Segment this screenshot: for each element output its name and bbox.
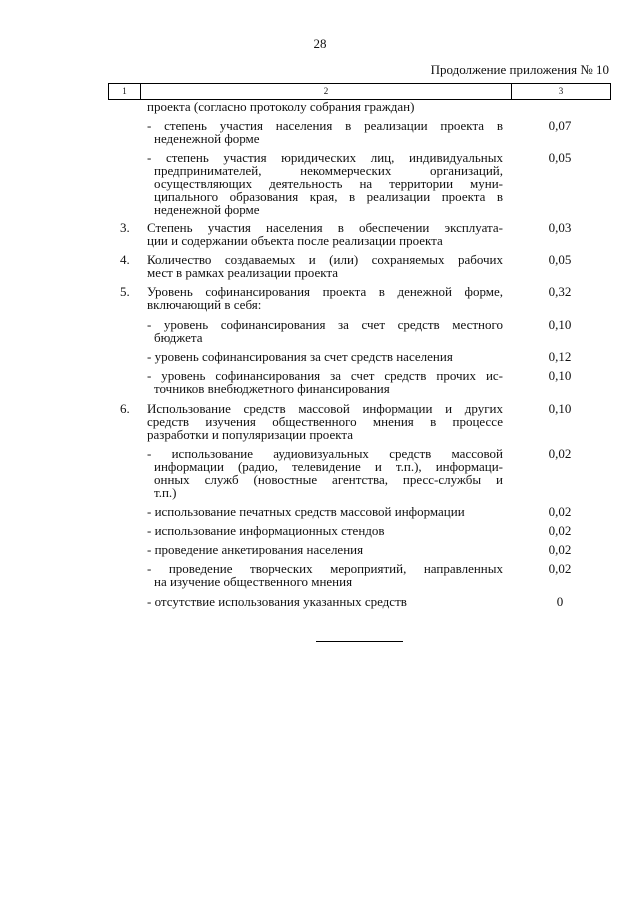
row-text (147, 350, 503, 363)
row-text-line: Степень участия населения в обеспечении эксплуата- (147, 220, 503, 235)
row-value: 0,10 (548, 401, 572, 416)
row-text-line: неденежной форме (154, 202, 260, 217)
row-value: 0,02 (548, 504, 572, 519)
row-value: 0,32 (548, 284, 572, 299)
row-text (147, 100, 503, 113)
row-text-line: - уровень софинансирования за счет средств прочих ис- (147, 368, 503, 383)
row-text (147, 595, 503, 608)
row-text (147, 151, 503, 216)
row-text-line: Количество создаваемых и (или) сохраняемых рабочих (147, 252, 503, 267)
row-text-line: - уровень софинансирования за счет средств местного (147, 317, 503, 332)
row-value: 0 (556, 594, 564, 609)
row-text (147, 253, 503, 279)
row-number: 6. (120, 401, 130, 416)
row-value: 0,05 (548, 150, 572, 165)
row-text-line: мест в рамках реализации проекта (147, 265, 338, 280)
row-number: 3. (120, 220, 130, 235)
row-text-line: включающий в себя: (147, 297, 262, 312)
row-text-line: Уровень софинансирования проекта в денежной форме, (147, 284, 503, 299)
row-text-line: онных служб (новостные агентства, пресс-службы и (154, 472, 503, 487)
row-text (147, 562, 503, 588)
appendix-label: Продолжение приложения № 10 (430, 62, 609, 77)
row-text-line: разработки и популяризации проекта (147, 427, 353, 442)
row-text-line: - проведение творческих мероприятий, направленных (147, 561, 503, 576)
row-value: 0,03 (548, 220, 572, 235)
row-text-line: - отсутствие использования указанных средств (147, 594, 407, 609)
row-text-line: - степень участия юридических лиц, индивидуальных (147, 150, 503, 165)
row-text-line: т.п.) (154, 485, 177, 500)
row-text-line: ципального образования края, в реализации проекта в (154, 189, 503, 204)
row-text (147, 447, 503, 499)
row-text (147, 318, 503, 344)
row-text-line: предпринимателей, некоммерческих организаций, (154, 163, 503, 178)
row-text (147, 285, 503, 311)
row-text-line: неденежной форме (154, 131, 260, 146)
row-text-line: точников внебюджетного финансирования (154, 381, 390, 396)
row-value: 0,02 (548, 446, 572, 461)
row-text-line: - использование аудиовизуальных средств массовой (147, 446, 503, 461)
row-value: 0,02 (548, 523, 572, 538)
row-value: 0,12 (548, 349, 572, 364)
row-text (147, 221, 503, 247)
page-number: 28 (313, 36, 327, 51)
row-text-line: ции и содержании объекта после реализации проекта (147, 233, 443, 248)
row-value: 0,05 (548, 252, 572, 267)
header-col-2: 2 (141, 84, 512, 99)
row-text (147, 369, 503, 395)
row-text-line: - проведение анкетирования населения (147, 542, 364, 557)
row-text (147, 505, 503, 518)
row-number: 5. (120, 284, 130, 299)
row-value: 0,10 (548, 317, 572, 332)
bottom-divider (316, 641, 403, 642)
row-text (147, 543, 503, 556)
row-value: 0,10 (548, 368, 572, 383)
row-text-line: на изучение общественного мнения (154, 574, 353, 589)
row-value: 0,02 (548, 542, 572, 557)
row-text (147, 119, 503, 145)
row-value: 0,02 (548, 561, 572, 576)
row-text (147, 524, 503, 537)
row-text-line: осуществляющих деятельность на территории муни- (154, 176, 503, 191)
row-value: 0,07 (548, 118, 572, 133)
row-text-line: Использование средств массовой информации и других (147, 401, 503, 416)
row-text-line: - использование информационных стендов (147, 523, 385, 538)
row-text-line: - степень участия населения в реализации проекта в (147, 118, 503, 133)
row-text (147, 402, 503, 441)
row-text-line: - использование печатных средств массовой информации (147, 504, 465, 519)
row-text-line: средств изучения общественного мнения в процессе (147, 414, 503, 429)
row-text-line: информации (радио, телевидение и т.п.), информаци- (154, 459, 503, 474)
row-text-line: проекта (согласно протоколу собрания граждан) (147, 99, 415, 114)
header-col-3: 3 (558, 86, 564, 96)
header-col-1: 1 (109, 84, 141, 99)
table-header-row (108, 83, 611, 100)
row-text-line: - уровень софинансирования за счет средств населения (147, 349, 453, 364)
row-text-line: бюджета (154, 330, 203, 345)
row-number: 4. (120, 252, 130, 267)
